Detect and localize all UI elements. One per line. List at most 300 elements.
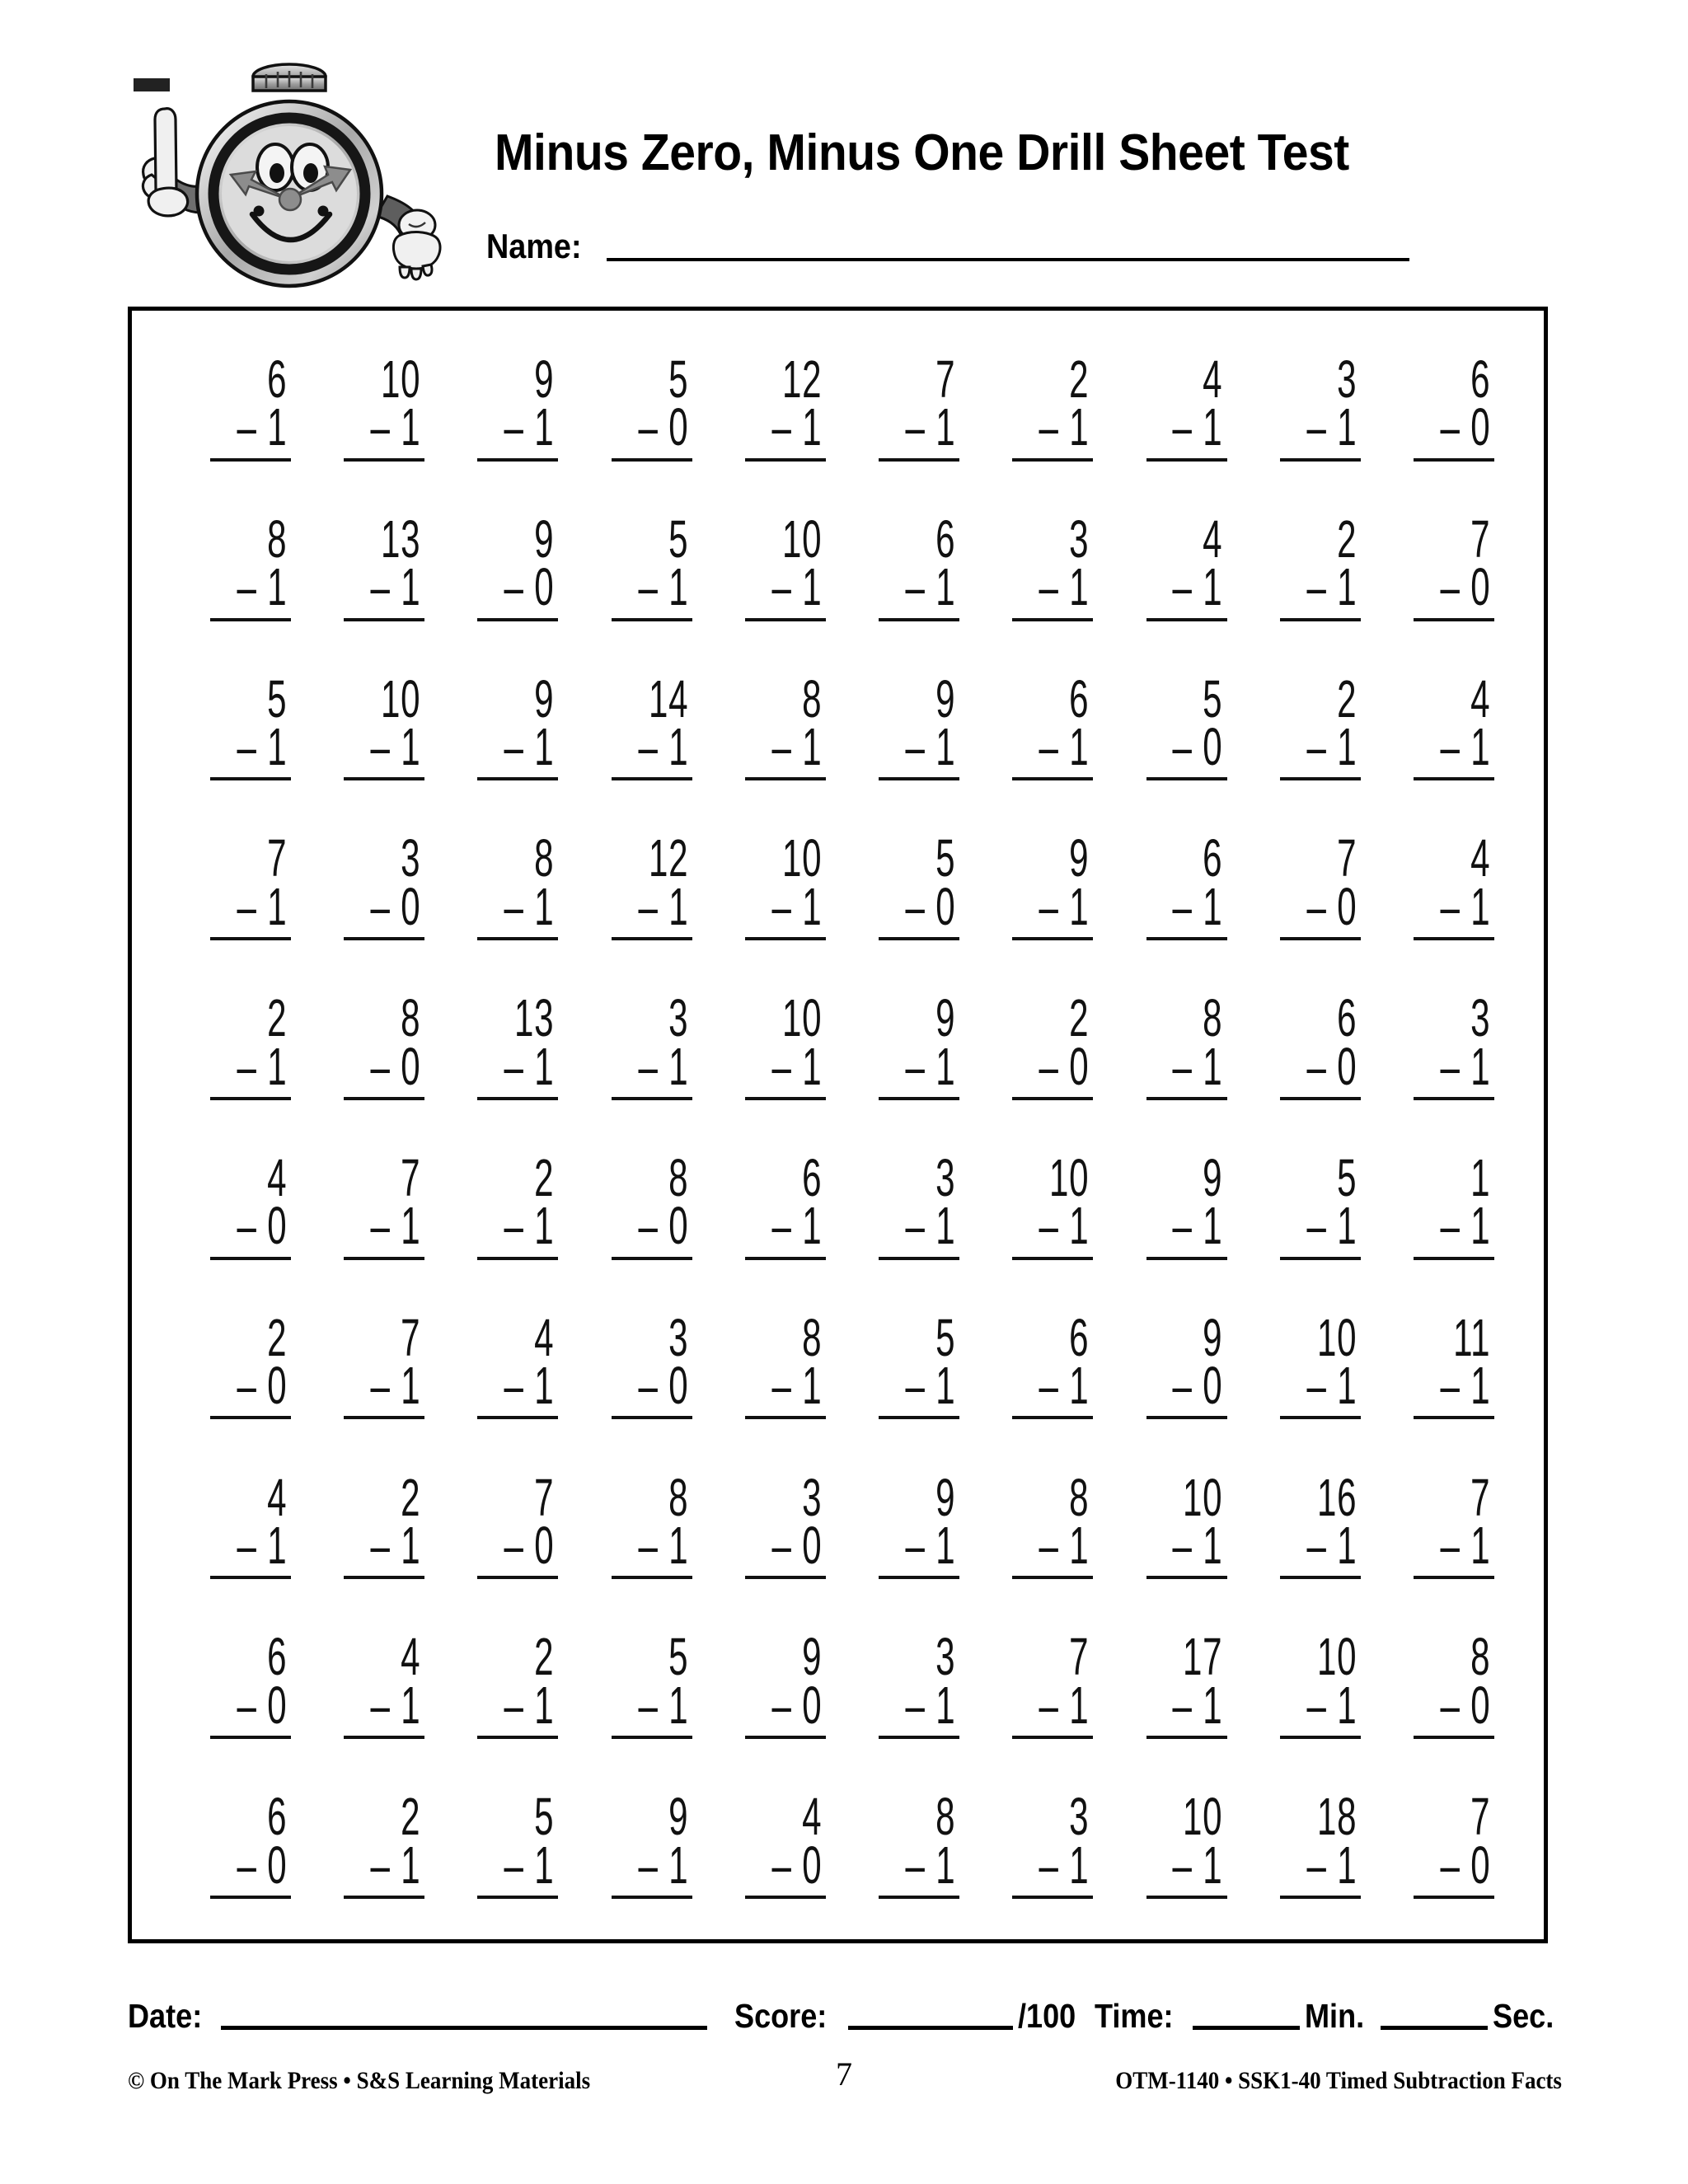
subtraction-problem[interactable]	[862, 670, 959, 781]
subtrahend-row	[771, 1358, 826, 1415]
subtraction-problem[interactable]	[595, 1309, 692, 1420]
subtraction-problem[interactable]	[327, 670, 424, 781]
minuend: 6	[1470, 350, 1491, 410]
subtrahend-row	[1440, 1678, 1494, 1735]
subtraction-problem[interactable]	[595, 989, 692, 1100]
answer-line[interactable]	[879, 618, 959, 621]
subtrahend: 1	[801, 558, 823, 617]
subtrahend-row	[371, 1358, 425, 1415]
answer-line[interactable]	[1414, 777, 1494, 780]
subtraction-problem[interactable]	[194, 1309, 291, 1420]
answer-line[interactable]	[344, 1576, 424, 1579]
subtraction-problem[interactable]	[996, 1629, 1093, 1739]
subtraction-problem[interactable]	[1264, 510, 1361, 621]
answer-line[interactable]	[1414, 1736, 1494, 1739]
subtrahend-row	[504, 719, 559, 776]
subtraction-problem[interactable]	[595, 1149, 692, 1260]
subtrahend-row	[1306, 400, 1361, 457]
subtraction-problem[interactable]	[1264, 1788, 1361, 1899]
subtraction-problem[interactable]	[729, 830, 826, 940]
answer-line[interactable]	[344, 618, 424, 621]
subtraction-problem[interactable]	[461, 1629, 558, 1739]
subtraction-problem[interactable]	[461, 989, 558, 1100]
subtraction-problem[interactable]	[595, 830, 692, 940]
answer-line[interactable]	[879, 458, 959, 462]
answer-line[interactable]	[1280, 1416, 1361, 1419]
answer-line[interactable]	[1280, 777, 1361, 780]
answer-line[interactable]	[1280, 1257, 1361, 1260]
subtraction-problem[interactable]	[862, 350, 959, 462]
answer-line[interactable]	[612, 1097, 692, 1100]
subtraction-problem[interactable]	[729, 1309, 826, 1420]
subtraction-problem[interactable]	[595, 510, 692, 621]
minuend: 3	[401, 830, 421, 888]
answer-line[interactable]	[612, 1576, 692, 1579]
subtraction-problem[interactable]	[1397, 1469, 1494, 1580]
subtraction-problem[interactable]	[1397, 1149, 1494, 1260]
subtrahend-row	[371, 879, 425, 936]
minuend: 2	[267, 989, 288, 1048]
subtraction-problem[interactable]	[862, 1469, 959, 1580]
answer-line[interactable]	[477, 1257, 558, 1260]
minuend: 3	[668, 989, 688, 1048]
subtraction-problem[interactable]	[1397, 1309, 1494, 1420]
subtraction-problem[interactable]	[461, 1788, 558, 1899]
subtraction-problem[interactable]	[327, 1149, 424, 1260]
answer-line[interactable]	[1146, 1416, 1227, 1419]
subtraction-problem[interactable]	[461, 350, 558, 462]
answer-line[interactable]	[477, 1736, 558, 1739]
answer-line[interactable]	[1280, 937, 1361, 940]
score-input-line[interactable]	[848, 2025, 1013, 2030]
subtrahend: 1	[401, 1357, 421, 1416]
answer-line[interactable]	[344, 1257, 424, 1260]
subtrahend: 1	[534, 1836, 555, 1895]
subtraction-problem[interactable]	[996, 830, 1093, 940]
answer-line[interactable]	[1146, 1097, 1227, 1100]
minus-operator: –	[1306, 718, 1327, 777]
minuend: 6	[1069, 1309, 1090, 1368]
answer-line[interactable]	[210, 1416, 291, 1419]
answer-line[interactable]	[210, 937, 291, 940]
subtrahend: 1	[1069, 1357, 1090, 1416]
answer-line[interactable]	[477, 1097, 558, 1100]
answer-line[interactable]	[1414, 1896, 1494, 1899]
subtraction-problem[interactable]	[1397, 1788, 1494, 1899]
subtraction-problem[interactable]	[1264, 989, 1361, 1100]
minuend: 3	[668, 1309, 688, 1368]
subtraction-problem[interactable]	[461, 670, 558, 781]
subtraction-problem[interactable]	[862, 1309, 959, 1420]
subtrahend: 1	[1069, 878, 1090, 937]
answer-line[interactable]	[745, 1416, 826, 1419]
minuend: 7	[267, 830, 288, 888]
subtraction-problem[interactable]	[996, 1469, 1093, 1580]
minuend: 8	[801, 670, 823, 729]
subtrahend-row	[371, 719, 425, 776]
minus-operator: –	[771, 1197, 792, 1256]
subtrahend: 1	[267, 1038, 288, 1096]
subtrahend: 0	[1203, 718, 1223, 777]
answer-line[interactable]	[1012, 1257, 1093, 1260]
subtrahend-row	[638, 1358, 692, 1415]
subtraction-problem[interactable]	[1264, 1149, 1361, 1260]
subtraction-problem[interactable]	[1397, 670, 1494, 781]
subtraction-problem[interactable]	[729, 670, 826, 781]
name-input-line[interactable]	[607, 257, 1409, 261]
subtrahend: 0	[801, 1836, 823, 1895]
answer-line[interactable]	[1414, 1097, 1494, 1100]
answer-line[interactable]	[1012, 1097, 1093, 1100]
subtraction-problem[interactable]	[461, 1469, 558, 1580]
subtraction-problem[interactable]	[1397, 830, 1494, 940]
problem-row	[132, 1469, 1544, 1580]
answer-line[interactable]	[745, 937, 826, 940]
score-total: /100	[1017, 1997, 1076, 2035]
minutes-input-line[interactable]	[1193, 2025, 1300, 2030]
subtraction-problem[interactable]	[729, 1629, 826, 1739]
minus-operator: –	[1039, 1357, 1059, 1416]
answer-line[interactable]	[1012, 618, 1093, 621]
minuend: 14	[648, 670, 688, 729]
subtraction-problem[interactable]	[1130, 510, 1227, 621]
subtraction-problem[interactable]	[729, 989, 826, 1100]
minus-operator: –	[638, 1197, 659, 1256]
answer-line[interactable]	[477, 1416, 558, 1419]
answer-line[interactable]	[1280, 1576, 1361, 1579]
minuend: 7	[401, 1149, 421, 1208]
subtraction-problem[interactable]	[862, 1149, 959, 1260]
subtraction-problem[interactable]	[996, 1309, 1093, 1420]
subtraction-problem[interactable]	[461, 1309, 558, 1420]
subtraction-problem[interactable]	[1397, 1629, 1494, 1739]
minuend: 9	[1203, 1149, 1223, 1208]
subtraction-problem[interactable]	[1130, 1149, 1227, 1260]
minuend: 4	[801, 1788, 823, 1847]
answer-line[interactable]	[612, 618, 692, 621]
subtrahend: 1	[1069, 718, 1090, 777]
subtraction-problem[interactable]	[1264, 1469, 1361, 1580]
minuend: 3	[1069, 1788, 1090, 1847]
minus-operator: –	[905, 398, 926, 457]
subtraction-problem[interactable]	[595, 350, 692, 462]
subtraction-problem[interactable]	[194, 1149, 291, 1260]
answer-line[interactable]	[1414, 458, 1494, 462]
subtraction-problem[interactable]	[996, 510, 1093, 621]
subtraction-problem[interactable]	[595, 1788, 692, 1899]
subtrahend: 1	[534, 878, 555, 937]
answer-line[interactable]	[344, 1416, 424, 1419]
answer-line[interactable]	[745, 777, 826, 780]
subtraction-problem[interactable]	[194, 510, 291, 621]
answer-line[interactable]	[612, 1257, 692, 1260]
subtraction-problem[interactable]	[327, 1469, 424, 1580]
subtrahend-row	[1173, 1518, 1227, 1575]
minuend: 3	[935, 1629, 956, 1687]
minuend: 2	[1069, 989, 1090, 1048]
answer-line[interactable]	[879, 1896, 959, 1899]
subtraction-problem[interactable]	[1264, 830, 1361, 940]
subtraction-problem[interactable]	[1264, 670, 1361, 781]
minuend: 4	[1203, 510, 1223, 569]
subtraction-problem[interactable]	[1397, 350, 1494, 462]
subtraction-problem[interactable]	[996, 1149, 1093, 1260]
subtrahend-row	[1039, 719, 1094, 776]
minus-operator: –	[237, 1836, 257, 1895]
answer-line[interactable]	[1414, 618, 1494, 621]
answer-line[interactable]	[477, 937, 558, 940]
subtraction-problem[interactable]	[862, 830, 959, 940]
answer-line[interactable]	[612, 1736, 692, 1739]
answer-line[interactable]	[477, 777, 558, 780]
minus-operator: –	[1440, 878, 1461, 937]
subtraction-problem[interactable]	[194, 830, 291, 940]
subtraction-problem[interactable]	[729, 1469, 826, 1580]
subtrahend: 1	[668, 878, 688, 937]
subtrahend-row	[1039, 1837, 1094, 1894]
answer-line[interactable]	[1146, 937, 1227, 940]
subtraction-problem[interactable]	[595, 670, 692, 781]
subtraction-problem[interactable]	[194, 1629, 291, 1739]
answer-line[interactable]	[210, 777, 291, 780]
subtraction-problem[interactable]	[1130, 350, 1227, 462]
subtraction-problem[interactable]	[194, 989, 291, 1100]
answer-line[interactable]	[210, 1896, 291, 1899]
subtrahend: 1	[801, 878, 823, 937]
answer-line[interactable]	[344, 1097, 424, 1100]
subtrahend-row	[1173, 719, 1227, 776]
subtrahend-row	[1440, 1358, 1494, 1415]
answer-line[interactable]	[210, 618, 291, 621]
answer-line[interactable]	[1012, 1416, 1093, 1419]
minuend: 7	[1470, 1788, 1491, 1847]
subtraction-problem[interactable]	[729, 1149, 826, 1260]
answer-line[interactable]	[477, 1896, 558, 1899]
answer-line[interactable]	[1012, 937, 1093, 940]
answer-line[interactable]	[477, 618, 558, 621]
answer-line[interactable]	[1414, 937, 1494, 940]
subtraction-problem[interactable]	[729, 1788, 826, 1899]
subtraction-problem[interactable]	[194, 350, 291, 462]
minus-operator: –	[370, 558, 391, 617]
subtrahend: 1	[1069, 1197, 1090, 1256]
subtrahend: 1	[401, 1197, 421, 1256]
subtraction-problem[interactable]	[729, 350, 826, 462]
answer-line[interactable]	[612, 1416, 692, 1419]
subtraction-problem[interactable]	[327, 830, 424, 940]
answer-line[interactable]	[210, 458, 291, 462]
subtrahend-row	[504, 1038, 559, 1095]
answer-line[interactable]	[1146, 1257, 1227, 1260]
subtrahend: 1	[1203, 558, 1223, 617]
subtraction-problem[interactable]	[327, 1629, 424, 1739]
subtraction-problem[interactable]	[729, 510, 826, 621]
answer-line[interactable]	[1146, 1576, 1227, 1579]
minus-operator: –	[504, 558, 525, 617]
answer-line[interactable]	[745, 618, 826, 621]
minuend: 6	[1203, 830, 1223, 888]
answer-line[interactable]	[210, 1576, 291, 1579]
answer-line[interactable]	[1012, 458, 1093, 462]
seconds-input-line[interactable]	[1381, 2025, 1488, 2030]
subtraction-problem[interactable]	[461, 510, 558, 621]
answer-line[interactable]	[1146, 777, 1227, 780]
answer-line[interactable]	[210, 1736, 291, 1739]
subtraction-problem[interactable]	[996, 670, 1093, 781]
answer-line[interactable]	[1280, 618, 1361, 621]
answer-line[interactable]	[477, 1576, 558, 1579]
subtraction-problem[interactable]	[1264, 1309, 1361, 1420]
subtraction-problem[interactable]	[327, 989, 424, 1100]
subtraction-problem[interactable]	[461, 830, 558, 940]
subtrahend: 1	[1336, 1836, 1357, 1895]
subtrahend: 0	[401, 878, 421, 937]
answer-line[interactable]	[477, 458, 558, 462]
subtraction-problem[interactable]	[327, 1788, 424, 1899]
minus-operator: –	[771, 398, 792, 457]
subtrahend-row	[638, 1038, 692, 1095]
answer-line[interactable]	[879, 1416, 959, 1419]
subtrahend-row	[771, 1198, 826, 1255]
subtraction-problem[interactable]	[1130, 989, 1227, 1100]
subtraction-problem[interactable]	[194, 1469, 291, 1580]
stopwatch-mascot-icon	[115, 49, 462, 288]
answer-line[interactable]	[344, 1736, 424, 1739]
subtrahend-row	[638, 1837, 692, 1894]
answer-line[interactable]	[745, 1576, 826, 1579]
subtrahend-row	[771, 719, 826, 776]
subtraction-problem[interactable]	[996, 1788, 1093, 1899]
answer-line[interactable]	[344, 458, 424, 462]
subtrahend: 1	[401, 398, 421, 457]
subtrahend-row	[906, 400, 960, 457]
minus-operator: –	[1039, 1516, 1059, 1576]
minus-operator: –	[1172, 718, 1193, 777]
answer-line[interactable]	[745, 1097, 826, 1100]
minuend: 10	[1183, 1788, 1223, 1847]
minuend: 9	[801, 1629, 823, 1687]
subtraction-problem[interactable]	[194, 1788, 291, 1899]
answer-line[interactable]	[1012, 1736, 1093, 1739]
subtraction-problem[interactable]	[1397, 510, 1494, 621]
minus-operator: –	[905, 1516, 926, 1576]
subtraction-problem[interactable]	[1130, 1309, 1227, 1420]
subtraction-problem[interactable]	[1130, 1788, 1227, 1899]
subtrahend: 1	[1470, 878, 1491, 937]
answer-line[interactable]	[745, 458, 826, 462]
subtraction-problem[interactable]	[327, 510, 424, 621]
answer-line[interactable]	[1012, 1576, 1093, 1579]
subtrahend-row	[1173, 400, 1227, 457]
subtraction-problem[interactable]	[194, 670, 291, 781]
subtraction-problem[interactable]	[1130, 1629, 1227, 1739]
subtraction-problem[interactable]	[862, 1788, 959, 1899]
subtraction-problem[interactable]	[1397, 989, 1494, 1100]
subtraction-problem[interactable]	[1264, 350, 1361, 462]
minuend: 2	[1336, 510, 1357, 569]
subtrahend-row	[1440, 1038, 1494, 1095]
minus-operator: –	[370, 1357, 391, 1416]
answer-line[interactable]	[745, 1896, 826, 1899]
answer-line[interactable]	[210, 1097, 291, 1100]
subtrahend: 0	[1470, 398, 1491, 457]
answer-line[interactable]	[612, 777, 692, 780]
answer-line[interactable]	[1146, 458, 1227, 462]
answer-line[interactable]	[210, 1257, 291, 1260]
answer-line[interactable]	[1414, 1257, 1494, 1260]
subtraction-problem[interactable]	[862, 989, 959, 1100]
subtraction-problem[interactable]	[1130, 670, 1227, 781]
answer-line[interactable]	[1012, 777, 1093, 780]
subtraction-problem[interactable]	[461, 1149, 558, 1260]
minus-operator: –	[504, 878, 525, 937]
subtrahend: 1	[668, 1038, 688, 1096]
copyright-text: © On The Mark Press • S&S Learning Materials	[128, 2067, 591, 2094]
answer-line[interactable]	[1012, 1896, 1093, 1899]
problem-row	[132, 1629, 1544, 1739]
subtrahend-row	[906, 1198, 960, 1255]
subtraction-problem[interactable]	[595, 1469, 692, 1580]
subtraction-problem[interactable]	[996, 989, 1093, 1100]
minus-operator: –	[1440, 558, 1461, 617]
answer-line[interactable]	[879, 1097, 959, 1100]
subtraction-problem[interactable]	[327, 350, 424, 462]
answer-line[interactable]	[1146, 1736, 1227, 1739]
subtraction-problem[interactable]	[1130, 1469, 1227, 1580]
subtraction-problem[interactable]	[1130, 830, 1227, 940]
answer-line[interactable]	[1280, 1896, 1361, 1899]
subtraction-problem[interactable]	[327, 1309, 424, 1420]
subtraction-problem[interactable]	[595, 1629, 692, 1739]
subtrahend-row	[1440, 560, 1494, 616]
answer-line[interactable]	[344, 937, 424, 940]
answer-line[interactable]	[879, 777, 959, 780]
minuend: 2	[267, 1309, 288, 1368]
answer-line[interactable]	[612, 937, 692, 940]
subtraction-problem[interactable]	[1264, 1629, 1361, 1739]
answer-line[interactable]	[1414, 1576, 1494, 1579]
subtraction-problem[interactable]	[996, 350, 1093, 462]
answer-line[interactable]	[745, 1736, 826, 1739]
answer-line[interactable]	[879, 1576, 959, 1579]
answer-line[interactable]	[1280, 458, 1361, 462]
answer-line[interactable]	[344, 777, 424, 780]
answer-line[interactable]	[1414, 1416, 1494, 1419]
answer-line[interactable]	[344, 1896, 424, 1899]
answer-line[interactable]	[1280, 1097, 1361, 1100]
answer-line[interactable]	[745, 1257, 826, 1260]
answer-line[interactable]	[879, 1257, 959, 1260]
minuend: 8	[1069, 1469, 1090, 1528]
answer-line[interactable]	[612, 458, 692, 462]
subtrahend: 1	[1203, 1197, 1223, 1256]
date-input-line[interactable]	[221, 2025, 707, 2030]
subtrahend: 1	[267, 718, 288, 777]
answer-line[interactable]	[612, 1896, 692, 1899]
answer-line[interactable]	[1146, 1896, 1227, 1899]
subtrahend: 1	[801, 1357, 823, 1416]
minuend: 8	[1470, 1629, 1491, 1687]
subtrahend-row	[237, 1678, 291, 1735]
answer-line[interactable]	[1146, 618, 1227, 621]
answer-line[interactable]	[879, 937, 959, 940]
subtraction-problem[interactable]	[862, 510, 959, 621]
answer-line[interactable]	[1280, 1736, 1361, 1739]
minuend: 4	[1203, 350, 1223, 410]
subtraction-problem[interactable]	[862, 1629, 959, 1739]
answer-line[interactable]	[879, 1736, 959, 1739]
subtrahend-row	[504, 1358, 559, 1415]
